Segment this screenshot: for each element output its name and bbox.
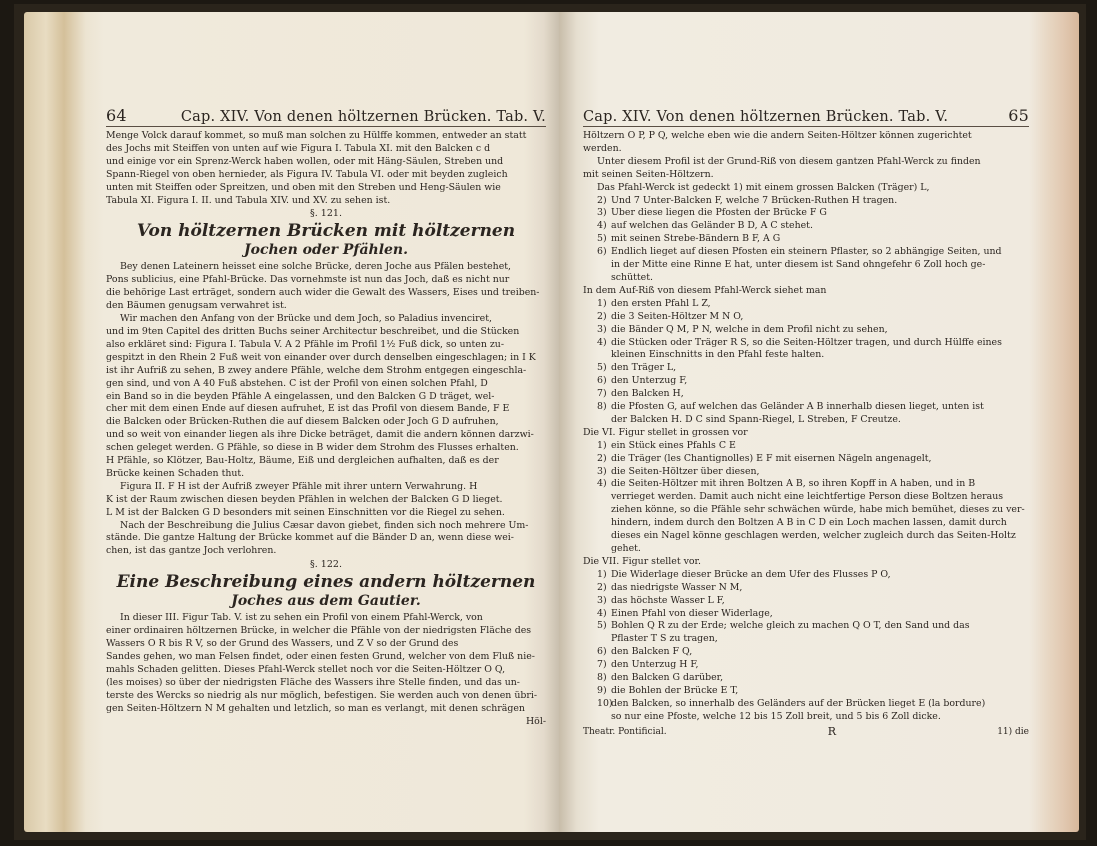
list-item-text: die Stücken oder Träger R S, so die Seiten-Höltzer tragen, und durch Hülffe eines (611, 336, 1002, 348)
list-item-text: das höchste Wasser L F, (611, 594, 725, 606)
list-figur-vii-intro: Die VII. Figur stellet vor. (583, 555, 701, 567)
text-line: ist ihr Aufriß zu sehen, B zwey andere Pfähle, welche dem Strohm entgegen eingeschla- (106, 364, 527, 376)
list-item (583, 478, 1029, 491)
footer-catchword: 11) die (997, 726, 1029, 737)
list-item-number: 1) (597, 568, 607, 580)
list-item-text: der Balcken H. D C sind Spann-Riegel, L Streben, F Creutze. (611, 413, 901, 425)
list-item-text: kleinen Einschnitts in den Pfahl feste halten. (611, 349, 825, 361)
list-item-text: die Pfosten G, auf welchen das Geländer A B innerhalb diesen lieget, unten ist (611, 401, 984, 413)
text-line: die behörige Last erträget, sondern auch wider die Gewalt des Wassers, Eises und treiben- (106, 287, 540, 299)
list-item-text: schüttet. (611, 271, 653, 283)
list-item-number: 5) (597, 620, 607, 632)
list-item (583, 582, 1029, 595)
text-line: Tabula XI. Figura I. II. und Tabula XIV. und XV. zu sehen ist. (106, 194, 391, 206)
list-item-number: 1) (597, 297, 607, 309)
list-item-text: ziehen könne, so die Pfähle sehr schwächen würde, habe mich bemühet, dieses zu ver- (611, 504, 1025, 516)
right-running-head (583, 106, 1029, 127)
book-spread (14, 4, 1086, 840)
section-122-number: §. 122. (310, 559, 342, 571)
text-line: Wir machen den Anfang von der Brücke und dem Joch, so Paladius invenciret, (120, 313, 492, 325)
list-figur-vi-intro: Die VI. Figur stellet in grossen vor (583, 426, 748, 438)
list-item-text: die Seiten-Höltzer über diesen, (611, 465, 760, 477)
list-item-text: mit seinen Strebe-Bändern B F, A G (611, 233, 781, 245)
list-item (583, 246, 1029, 259)
text-line: gespitzt in den Rhein 2 Fuß weit von einander over durch denselben eingeschlagen; in I K (106, 351, 536, 363)
list-item-text: den Unterzug H F, (611, 659, 699, 671)
left-page (24, 12, 559, 832)
list-item (583, 207, 1029, 220)
text-line: Brücke keinen Schaden thut. (106, 467, 245, 479)
list-item-number: 8) (597, 672, 607, 684)
text-line: einer ordinairen höltzernen Brücke, in welcher die Pfähle von der niedrigsten Fläche des (106, 625, 532, 637)
list-item (583, 414, 1029, 427)
right-page (559, 12, 1079, 832)
text-line: schen geleget werden. G Pfähle, so diese in B wider dem Strohm des Flusses erhalten. (106, 442, 519, 454)
list-item-number: 3) (597, 207, 607, 219)
list-item (583, 620, 1029, 633)
list-item (583, 608, 1029, 621)
text-line: die Balcken oder Brücken-Ruthen die auf diesem Balcken oder Joch G D aufruhen, (106, 416, 499, 428)
list-item (583, 195, 1029, 208)
list-item (583, 362, 1029, 375)
list-item (583, 259, 1029, 272)
list-item-number: 10) (597, 697, 613, 709)
list-figur-vi (583, 440, 1029, 556)
signature-mark: R (827, 724, 837, 738)
list-item (583, 504, 1029, 517)
list-item-number: 6) (597, 646, 607, 658)
list-item (583, 311, 1029, 324)
text-line: K ist der Raum zwischen diesen beyden Pfählen in welchen der Balcken G D lieget. (106, 493, 503, 505)
list-item (583, 233, 1029, 246)
list-item (583, 595, 1029, 608)
list-item-text: ein Stück eines Pfahls C E (611, 439, 736, 451)
list-item-number: 4) (597, 220, 607, 232)
list-pfahlwerck (583, 195, 1029, 285)
text-line: H Pfähle, so Klötzer, Bau-Holtz, Bäume, Eiß und dergleichen aufhalten, daß es der (106, 455, 499, 467)
list-item-number: 3) (597, 323, 607, 335)
list-item-text: Bohlen Q R zu der Erde; welche gleich zu machen Q O T, den Sand und das (611, 620, 970, 632)
list-item-text: den Unterzug F, (611, 375, 688, 387)
right-page-text (583, 106, 1029, 738)
list-item (583, 272, 1029, 285)
list-item-text: gehet. (611, 543, 641, 554)
list-item-text: das niedrigste Wasser N M, (611, 581, 743, 593)
list-aufriss (583, 298, 1029, 427)
text-line: gen Seiten-Höltzern N M gehalten und letzlich, so man es verlangt, mit denen schrägen (106, 702, 525, 714)
text-line: gen sind, und von A 40 Fuß abstehen. C ist der Profil von einen solchen Pfahl, D (106, 377, 488, 389)
list-aufriss-intro: In dem Auf-Riß von diesem Pfahl-Werck siehet man (583, 284, 827, 296)
list-item (583, 298, 1029, 311)
right-intro-block (583, 130, 1029, 156)
list-item-text: den Balcken, so innerhalb des Geländers auf der Brücken lieget E (la bordure) (611, 697, 986, 709)
left-page-text (106, 106, 546, 728)
list-item (583, 543, 1029, 556)
list-item-number: 2) (597, 581, 607, 593)
left-intro-block (106, 130, 546, 207)
list-item-text: die 3 Seiten-Höltzer M N O, (611, 310, 744, 322)
text-line: Spann-Riegel von oben hernieder, als Figura IV. Tabula VI. oder mit beyden zugleich (106, 168, 508, 180)
list-item-text: den Träger L, (611, 362, 677, 374)
text-line: stände. Die gantze Haltung der Brücke kommet auf die Bänder D an, wenn diese wei- (106, 532, 514, 544)
text-line: Figura II. F H ist der Aufriß zweyer Pfähle mit ihrer untern Verwahrung. H (120, 480, 478, 492)
list-item-number: 1) (597, 439, 607, 451)
list-item-text: Uber diese liegen die Pfosten der Brücke F G (611, 207, 827, 219)
list-item-text: auf welchen das Geländer B D, A C stehet. (611, 220, 813, 232)
list-item-text: verrieget werden. Damit auch nicht eine leichtfertige Person diese Boltzen heraus (611, 491, 1004, 503)
list-item-number: 4) (597, 336, 607, 348)
list-item (583, 698, 1029, 711)
list-item (583, 530, 1029, 543)
text-line: des Jochs mit Steiffen von unten auf wie Figura I. Tabula XI. mit den Balcken c d (106, 142, 491, 154)
text-line: terste des Wercks so niedrig als nur möglich, befestigen. Sie werden auch von denen übri- (106, 689, 538, 701)
footer-reference: Theatr. Pontificial. (583, 726, 667, 737)
list-item-text: in der Mitte eine Rinne E hat, unter diesem ist Sand ohngefehr 6 Zoll hoch ge- (611, 259, 986, 271)
list-item (583, 220, 1029, 233)
list-item-text: hindern, indem durch den Boltzen A B in C D ein Loch machen lassen, damit durch (611, 517, 1007, 529)
list-item-number: 4) (597, 478, 607, 490)
text-line: und im 9ten Capitel des dritten Buchs seiner Architectur beschreibet, und die Stücken (106, 325, 520, 337)
list-item-number: 3) (597, 465, 607, 477)
list-item (583, 401, 1029, 414)
text-line: ein Band so in die beyden Pfähle A eingelassen, und den Balcken G D träget, wel- (106, 390, 495, 402)
section-121-title: Von höltzernen Brücken mit höltzernen (136, 221, 516, 242)
left-catchword: Höl- (526, 715, 546, 727)
text-line: Bey denen Lateinern heisset eine solche Brücke, deren Joche aus Pfälen bestehet, (120, 261, 511, 273)
text-line: Höltzern O P, P Q, welche eben wie die andern Seiten-Höltzer können zugerichtet (583, 130, 972, 141)
section-122-body (106, 612, 546, 715)
list-item-text: so nur eine Pfoste, welche 12 bis 15 Zoll breit, und 5 bis 6 Zoll dicke. (611, 710, 941, 722)
text-line: werden. (583, 142, 622, 154)
list-item-number: 7) (597, 659, 607, 671)
text-line: mahls Schaden gelitten. Dieses Pfahl-Werck stellet noch vor die Seiten-Höltzer O Q, (106, 663, 506, 675)
text-line: cher mit dem einen Ende auf diesen aufruhet, E ist das Profil von diesem Bande, F E (106, 403, 510, 415)
text-line: Nach der Beschreibung die Julius Cæsar davon giebet, finden sich noch mehrere Um- (120, 519, 529, 531)
list-item (583, 337, 1029, 350)
list-item-text: den Balcken G darüber, (611, 672, 724, 684)
list-item (583, 440, 1029, 453)
list-item (583, 517, 1029, 530)
list-item-number: 2) (597, 310, 607, 322)
list-item-text: die Bänder Q M, P N, welche in dem Profil nicht zu sehen, (611, 323, 888, 335)
left-running-head (106, 106, 546, 127)
left-page-number: 64 (106, 106, 127, 125)
list-item-number: 6) (597, 246, 607, 258)
list-item-text: den Balcken H, (611, 388, 684, 400)
list-item (583, 388, 1029, 401)
list-item-number: 3) (597, 594, 607, 606)
right-page-number: 65 (1008, 106, 1029, 125)
list-item (583, 569, 1029, 582)
list-item-text: die Seiten-Höltzer mit ihren Boltzen A B, so ihren Kopff in A haben, und in B (611, 478, 976, 490)
text-line: unten mit Steiffen oder Spreitzen, und oben mit den Streben und Heng-Säulen wie (106, 181, 501, 193)
text-line: und einige vor ein Sprenz-Werck haben wollen, oder mit Häng-Säulen, Streben und (106, 155, 504, 167)
list-item-text: Einen Pfahl von dieser Widerlage, (611, 607, 773, 619)
list-item-number: 2) (597, 194, 607, 206)
list-item-number: 5) (597, 233, 607, 245)
list-item-number: 8) (597, 401, 607, 413)
text-line: den Bäumen genugsam verwahret ist. (106, 300, 287, 312)
list-item (583, 324, 1029, 337)
right-footer (583, 726, 1029, 738)
list-item-number: 4) (597, 607, 607, 619)
text-line: mit seinen Seiten-Höltzern. (583, 168, 714, 180)
text-line: Wassers O R bis R V, so der Grund des Wassers, und Z V so der Grund des (106, 638, 459, 650)
list-item (583, 375, 1029, 388)
list-item-number: 2) (597, 452, 607, 464)
section-121-number: §. 121. (310, 208, 342, 220)
list-item-text: die Träger (les Chantignolles) E F mit eisernen Nägeln angenagelt, (611, 452, 932, 464)
list-item-text: den ersten Pfahl L Z, (611, 297, 711, 309)
list-item (583, 453, 1029, 466)
list-item (583, 646, 1029, 659)
list-item-text: Und 7 Unter-Balcken F, welche 7 Brücken-Ruthen H tragen. (611, 194, 898, 206)
right-paragraph-1 (583, 156, 1029, 195)
list-item-text: Endlich lieget auf diesen Pfosten ein steinern Pflaster, so 2 abhängige Seiten, und (611, 246, 1002, 258)
list-item-number: 6) (597, 375, 607, 387)
list-item-text: den Balcken F Q, (611, 646, 693, 658)
list-item-text: Pflaster T S zu tragen, (611, 633, 718, 645)
list-item (583, 685, 1029, 698)
list-figur-vii (583, 569, 1029, 724)
text-line: L M ist der Balcken G D besonders mit seinen Einschnitten vor die Riegel zu sehen. (106, 506, 505, 518)
text-line: In dieser III. Figur Tab. V. ist zu sehen ein Profil von einem Pfahl-Werck, von (120, 612, 483, 624)
list-item-number: 5) (597, 362, 607, 374)
section-122-subtitle: Joches aus dem Gautier. (231, 593, 421, 610)
list-item (583, 491, 1029, 504)
right-head-title: Cap. XIV. Von denen höltzernen Brücken. Tab. V. (583, 109, 949, 125)
list-item-text: die Bohlen der Brücke E T, (611, 684, 739, 696)
list-item (583, 659, 1029, 672)
list-item (583, 672, 1029, 685)
list-item-number: 9) (597, 684, 607, 696)
section-122-title: Eine Beschreibung eines andern höltzernen (116, 572, 536, 593)
text-line: chen, ist das gantze Joch verlohren. (106, 545, 277, 557)
section-121-subtitle: Jochen oder Pfählen. (244, 242, 408, 259)
list-item-text: Die Widerlage dieser Brücke an dem Ufer des Flusses P O, (611, 568, 891, 580)
text-line: Sandes gehen, wo man Felsen findet, oder einen festen Grund, welcher von dem Fluß nie- (106, 651, 535, 662)
left-head-title: Cap. XIV. Von denen höltzernen Brücken. Tab. V. (180, 109, 546, 125)
text-line: Unter diesem Profil ist der Grund-Riß von diesem gantzen Pfahl-Werck zu finden (597, 155, 981, 167)
list-item (583, 349, 1029, 362)
text-line: also erkläret sind: Figura I. Tabula V. A 2 Pfähle im Profil 1½ Fuß dick, so unten zu- (106, 338, 505, 350)
list-item-text: dieses ein Nagel könne geschlagen werden, welcher zugleich durch das Seiten-Holtz (611, 530, 1016, 542)
text-line: Menge Volck darauf kommet, so muß man solchen zu Hülffe kommen, entweder an statt (106, 130, 527, 141)
text-line: Das Pfahl-Werck ist gedeckt 1) mit einem grossen Balcken (Träger) L, (597, 181, 930, 193)
list-item (583, 711, 1029, 724)
list-item-number: 7) (597, 388, 607, 400)
text-line: (les moises) so über der niedrigsten Fläche des Wassers ihre Stelle finden, und das un- (106, 676, 520, 688)
text-line: und so weit von einander liegen als ihre Dicke beträget, damit die andern können darzwi- (106, 429, 534, 441)
list-item (583, 633, 1029, 646)
text-line: Pons sublicius, eine Pfahl-Brücke. Das vornehmste ist nun das Joch, daß es nicht nur (106, 274, 510, 286)
section-121-body (106, 261, 546, 558)
list-item (583, 466, 1029, 479)
